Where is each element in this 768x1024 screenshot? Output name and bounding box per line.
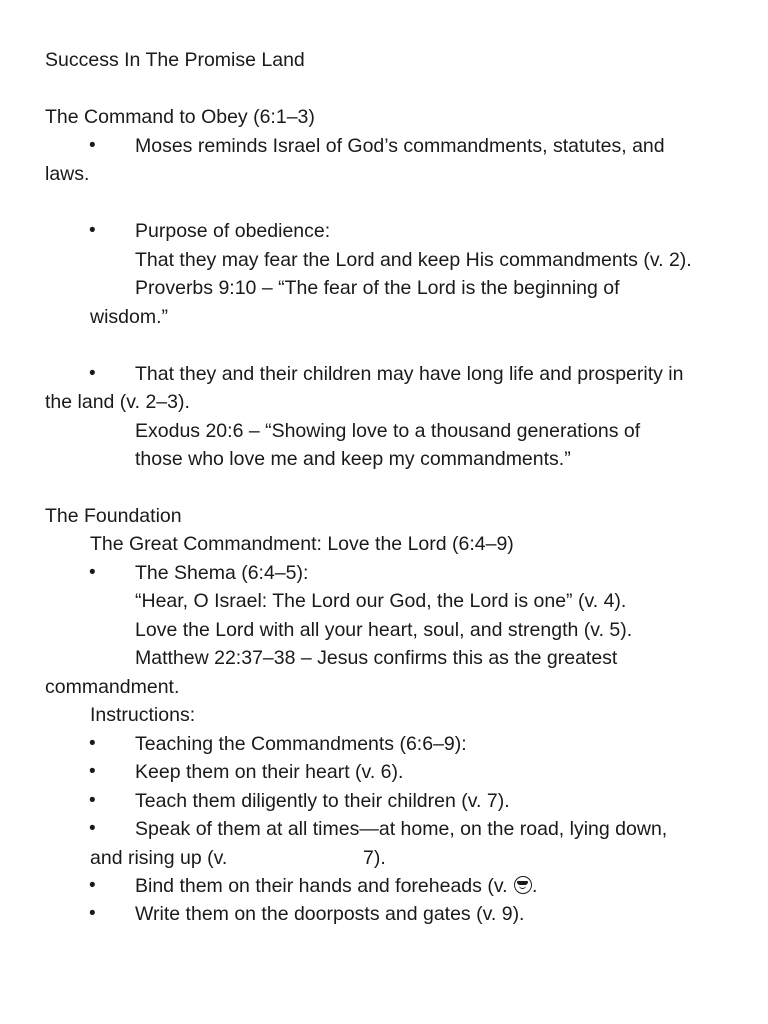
scripture-reference-continuation: those who love me and keep my commandments.” <box>135 448 571 470</box>
bullet-marker: • <box>89 875 96 896</box>
document-title: Success In The Promise Land <box>45 49 305 71</box>
shema-love-the-lord: Love the Lord with all your heart, soul, and strength (v. 5). <box>135 619 633 641</box>
bullet-marker: • <box>89 363 96 384</box>
instruction-item-bind-them-end: . <box>531 875 538 897</box>
scripture-reference-matthew: Matthew 22:37–38 – Jesus confirms this as the greatest <box>135 647 618 669</box>
bullet-text-continuation: the land (v. 2–3). <box>45 391 190 413</box>
scripture-reference-continuation: wisdom.” <box>90 306 169 328</box>
bullet-marker: • <box>89 733 96 754</box>
purpose-detail-fear-lord: That they may fear the Lord and keep His commandments (v. 2). <box>135 249 692 271</box>
bullet-text-long-life: That they and their children may have long life and prosperity in <box>135 363 684 385</box>
instruction-item-continuation: and rising up (v. <box>90 847 228 869</box>
instruction-item-teaching: Teaching the Commandments (6:6–9): <box>135 733 467 755</box>
shema-quote: “Hear, O Israel: The Lord our God, the Lord is one” (v. 4). <box>135 590 627 612</box>
bullet-marker: • <box>89 903 96 924</box>
section-heading-foundation: The Foundation <box>45 505 182 527</box>
subheading-great-commandment: The Great Commandment: Love the Lord (6:4–9) <box>90 533 514 555</box>
instruction-item-teach-children: Teach them diligently to their children (v. 7). <box>135 790 510 812</box>
bullet-text-purpose-of-obedience: Purpose of obedience: <box>135 220 331 242</box>
bullet-text-moses-reminds: Moses reminds Israel of God’s commandments, statutes, and <box>135 135 665 157</box>
scripture-reference-proverbs: Proverbs 9:10 – “The fear of the Lord is the beginning of <box>135 277 620 299</box>
instruction-item-bind-them-text: Bind them on their hands and foreheads (v. <box>135 875 508 897</box>
instruction-item-keep-on-heart: Keep them on their heart (v. 6). <box>135 761 404 783</box>
instruction-item-bind-them <box>135 872 537 900</box>
smiling-face-with-sunglasses-icon <box>514 876 532 894</box>
bullet-marker: • <box>89 761 96 782</box>
bullet-marker: • <box>89 562 96 583</box>
bullet-marker: • <box>89 220 96 241</box>
bullet-marker: • <box>89 135 96 156</box>
bullet-marker: • <box>89 790 96 811</box>
instructions-label: Instructions: <box>90 704 196 726</box>
instruction-item-write-doorposts: Write them on the doorposts and gates (v. 9). <box>135 903 525 925</box>
scripture-reference-continuation: commandment. <box>45 676 180 698</box>
section-heading-command-to-obey: The Command to Obey (6:1–3) <box>45 106 315 128</box>
bullet-text-continuation: laws. <box>45 163 90 185</box>
instruction-item-speak-of-them: Speak of them at all times—at home, on the road, lying down, <box>135 818 668 840</box>
scripture-reference-exodus: Exodus 20:6 – “Showing love to a thousand generations of <box>135 420 641 442</box>
bullet-text-shema: The Shema (6:4–5): <box>135 562 309 584</box>
instruction-item-continuation-verse: 7). <box>363 847 386 869</box>
bullet-marker: • <box>89 818 96 839</box>
